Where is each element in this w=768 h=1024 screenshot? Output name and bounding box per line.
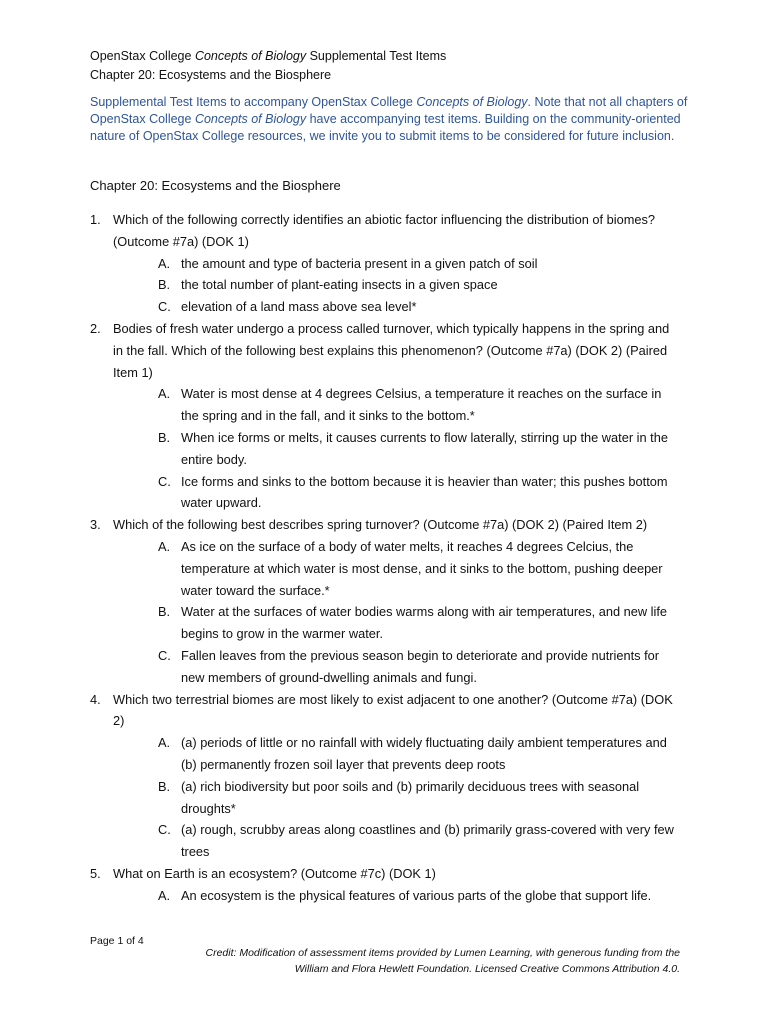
option-letter: A. <box>158 887 171 903</box>
option-text: (a) rich biodiversity but poor soils and (b) primarily deciduous trees with seasonal droughts* <box>181 778 640 816</box>
header-book-title: Concepts of Biology <box>194 49 307 63</box>
option-text: Ice forms and sinks to the bottom because it is heavier than water; this pushes bottom water upward. <box>181 473 668 511</box>
answer-option <box>113 253 680 275</box>
option-letter: A. <box>158 255 171 271</box>
question-item <box>90 318 680 514</box>
answer-option <box>113 427 680 471</box>
option-letter: C. <box>158 473 171 489</box>
option-text: Water is most dense at 4 degrees Celsius, a temperature it reaches on the surface in the spring and in the fall, and it sinks to the bottom.* <box>181 386 662 424</box>
question-number: 2. <box>90 320 101 336</box>
question-text: Bodies of fresh water undergo a process called turnover, which typically happens in the spring and in the fall. Which of the following best explains this phenomenon? (Outcome #7a) (DOK 2) (Paired Item 1) <box>113 320 670 380</box>
option-text: An ecosystem is the physical features of various parts of the globe that support life. <box>181 887 652 903</box>
question-text: Which two terrestrial biomes are most likely to exist adjacent to one another? (Outcome #7a) (DOK 2) <box>113 691 673 729</box>
intro-text-2: . Note that not all chapters of OpenStax College <box>90 95 688 126</box>
intro-text-1: Supplemental Test Items to accompany OpenStax College <box>90 95 417 109</box>
credit-note: Credit: Modification of assessment items provided by Lumen Learning, with generous funding from the William and Flora Hewlett Foundation. Licensed Creative Commons Attribution 4.0. <box>205 947 680 975</box>
page-number: Page 1 of 4 <box>90 935 144 947</box>
question-list <box>90 209 680 907</box>
option-text: As ice on the surface of a body of water melts, it reaches 4 degrees Celcius, the temperature at which water is most dense, and it sinks to the bottom, pushing deeper water toward the surface.* <box>181 538 663 598</box>
question-item <box>90 863 680 907</box>
answer-option <box>113 732 680 776</box>
intro-book-title-1: Concepts of Biology <box>416 95 528 109</box>
answer-option <box>113 383 680 427</box>
option-letter: B. <box>158 604 171 620</box>
intro-book-title-2: Concepts of Biology <box>194 112 307 126</box>
answer-options <box>113 885 680 907</box>
header-prefix: OpenStax College <box>90 49 195 63</box>
option-text: (a) periods of little or no rainfall with widely fluctuating daily ambient temperatures and (b) permanently frozen soil layer that prevents deep roots <box>181 735 667 772</box>
option-text: elevation of a land mass above sea level* <box>181 299 417 315</box>
option-letter: C. <box>158 299 171 315</box>
option-text: the amount and type of bacteria present in a given patch of soil <box>181 255 538 271</box>
answer-option <box>113 645 680 689</box>
answer-option <box>113 274 680 296</box>
answer-option <box>113 885 680 907</box>
option-letter: B. <box>158 277 171 293</box>
intro-paragraph <box>90 94 690 145</box>
document-header-title <box>90 47 446 65</box>
option-text: the total number of plant-eating insects in a given space <box>181 277 498 293</box>
section-title: Chapter 20: Ecosystems and the Biosphere <box>90 178 341 193</box>
option-text: (a) rough, scrubby areas along coastlines and (b) primarily grass-covered with very few trees <box>181 822 674 860</box>
answer-option <box>113 776 680 820</box>
answer-options <box>113 253 680 318</box>
question-text: Which of the following best describes spring turnover? (Outcome #7a) (DOK 2) (Paired Item 2) <box>113 517 648 533</box>
option-letter: A. <box>158 386 171 402</box>
answer-option <box>113 601 680 645</box>
answer-options <box>113 383 680 514</box>
option-letter: B. <box>158 778 171 794</box>
option-letter: C. <box>158 822 171 838</box>
question-number: 4. <box>90 691 101 707</box>
option-letter: C. <box>158 647 171 663</box>
question-item <box>90 514 680 688</box>
answer-option <box>113 471 680 515</box>
question-text: What on Earth is an ecosystem? (Outcome #7c) (DOK 1) <box>113 865 436 881</box>
question-number: 3. <box>90 517 101 533</box>
option-letter: A. <box>158 735 171 751</box>
question-number: 5. <box>90 865 101 881</box>
question-text: Which of the following correctly identifies an abiotic factor influencing the distribution of biomes? (Outcome #7a) (DOK 1) <box>113 212 656 249</box>
answer-option <box>113 536 680 601</box>
header-suffix: Supplemental Test Items <box>306 49 447 63</box>
option-text: Fallen leaves from the previous season begin to deteriorate and provide nutrients for new members of ground-dwelling animals and fungi. <box>181 647 660 685</box>
answer-options <box>113 732 680 863</box>
option-letter: B. <box>158 429 171 445</box>
option-text: Water at the surfaces of water bodies warms along with air temperatures, and new life begins to grow in the warmer water. <box>181 604 668 642</box>
answer-option <box>113 296 680 318</box>
intro-text-3: have accompanying test items. Building on the community-oriented nature of OpenStax College resources, we invite you to submit items to be considered for future inclusion. <box>90 112 681 143</box>
document-header-chapter: Chapter 20: Ecosystems and the Biosphere <box>90 68 332 82</box>
answer-option <box>113 819 680 863</box>
option-text: When ice forms or melts, it causes currents to flow laterally, stirring up the water in the entire body. <box>181 429 668 467</box>
question-item <box>90 209 680 318</box>
option-letter: A. <box>158 538 171 554</box>
question-item <box>90 689 680 863</box>
question-number: 1. <box>90 212 101 227</box>
answer-options <box>113 536 680 689</box>
